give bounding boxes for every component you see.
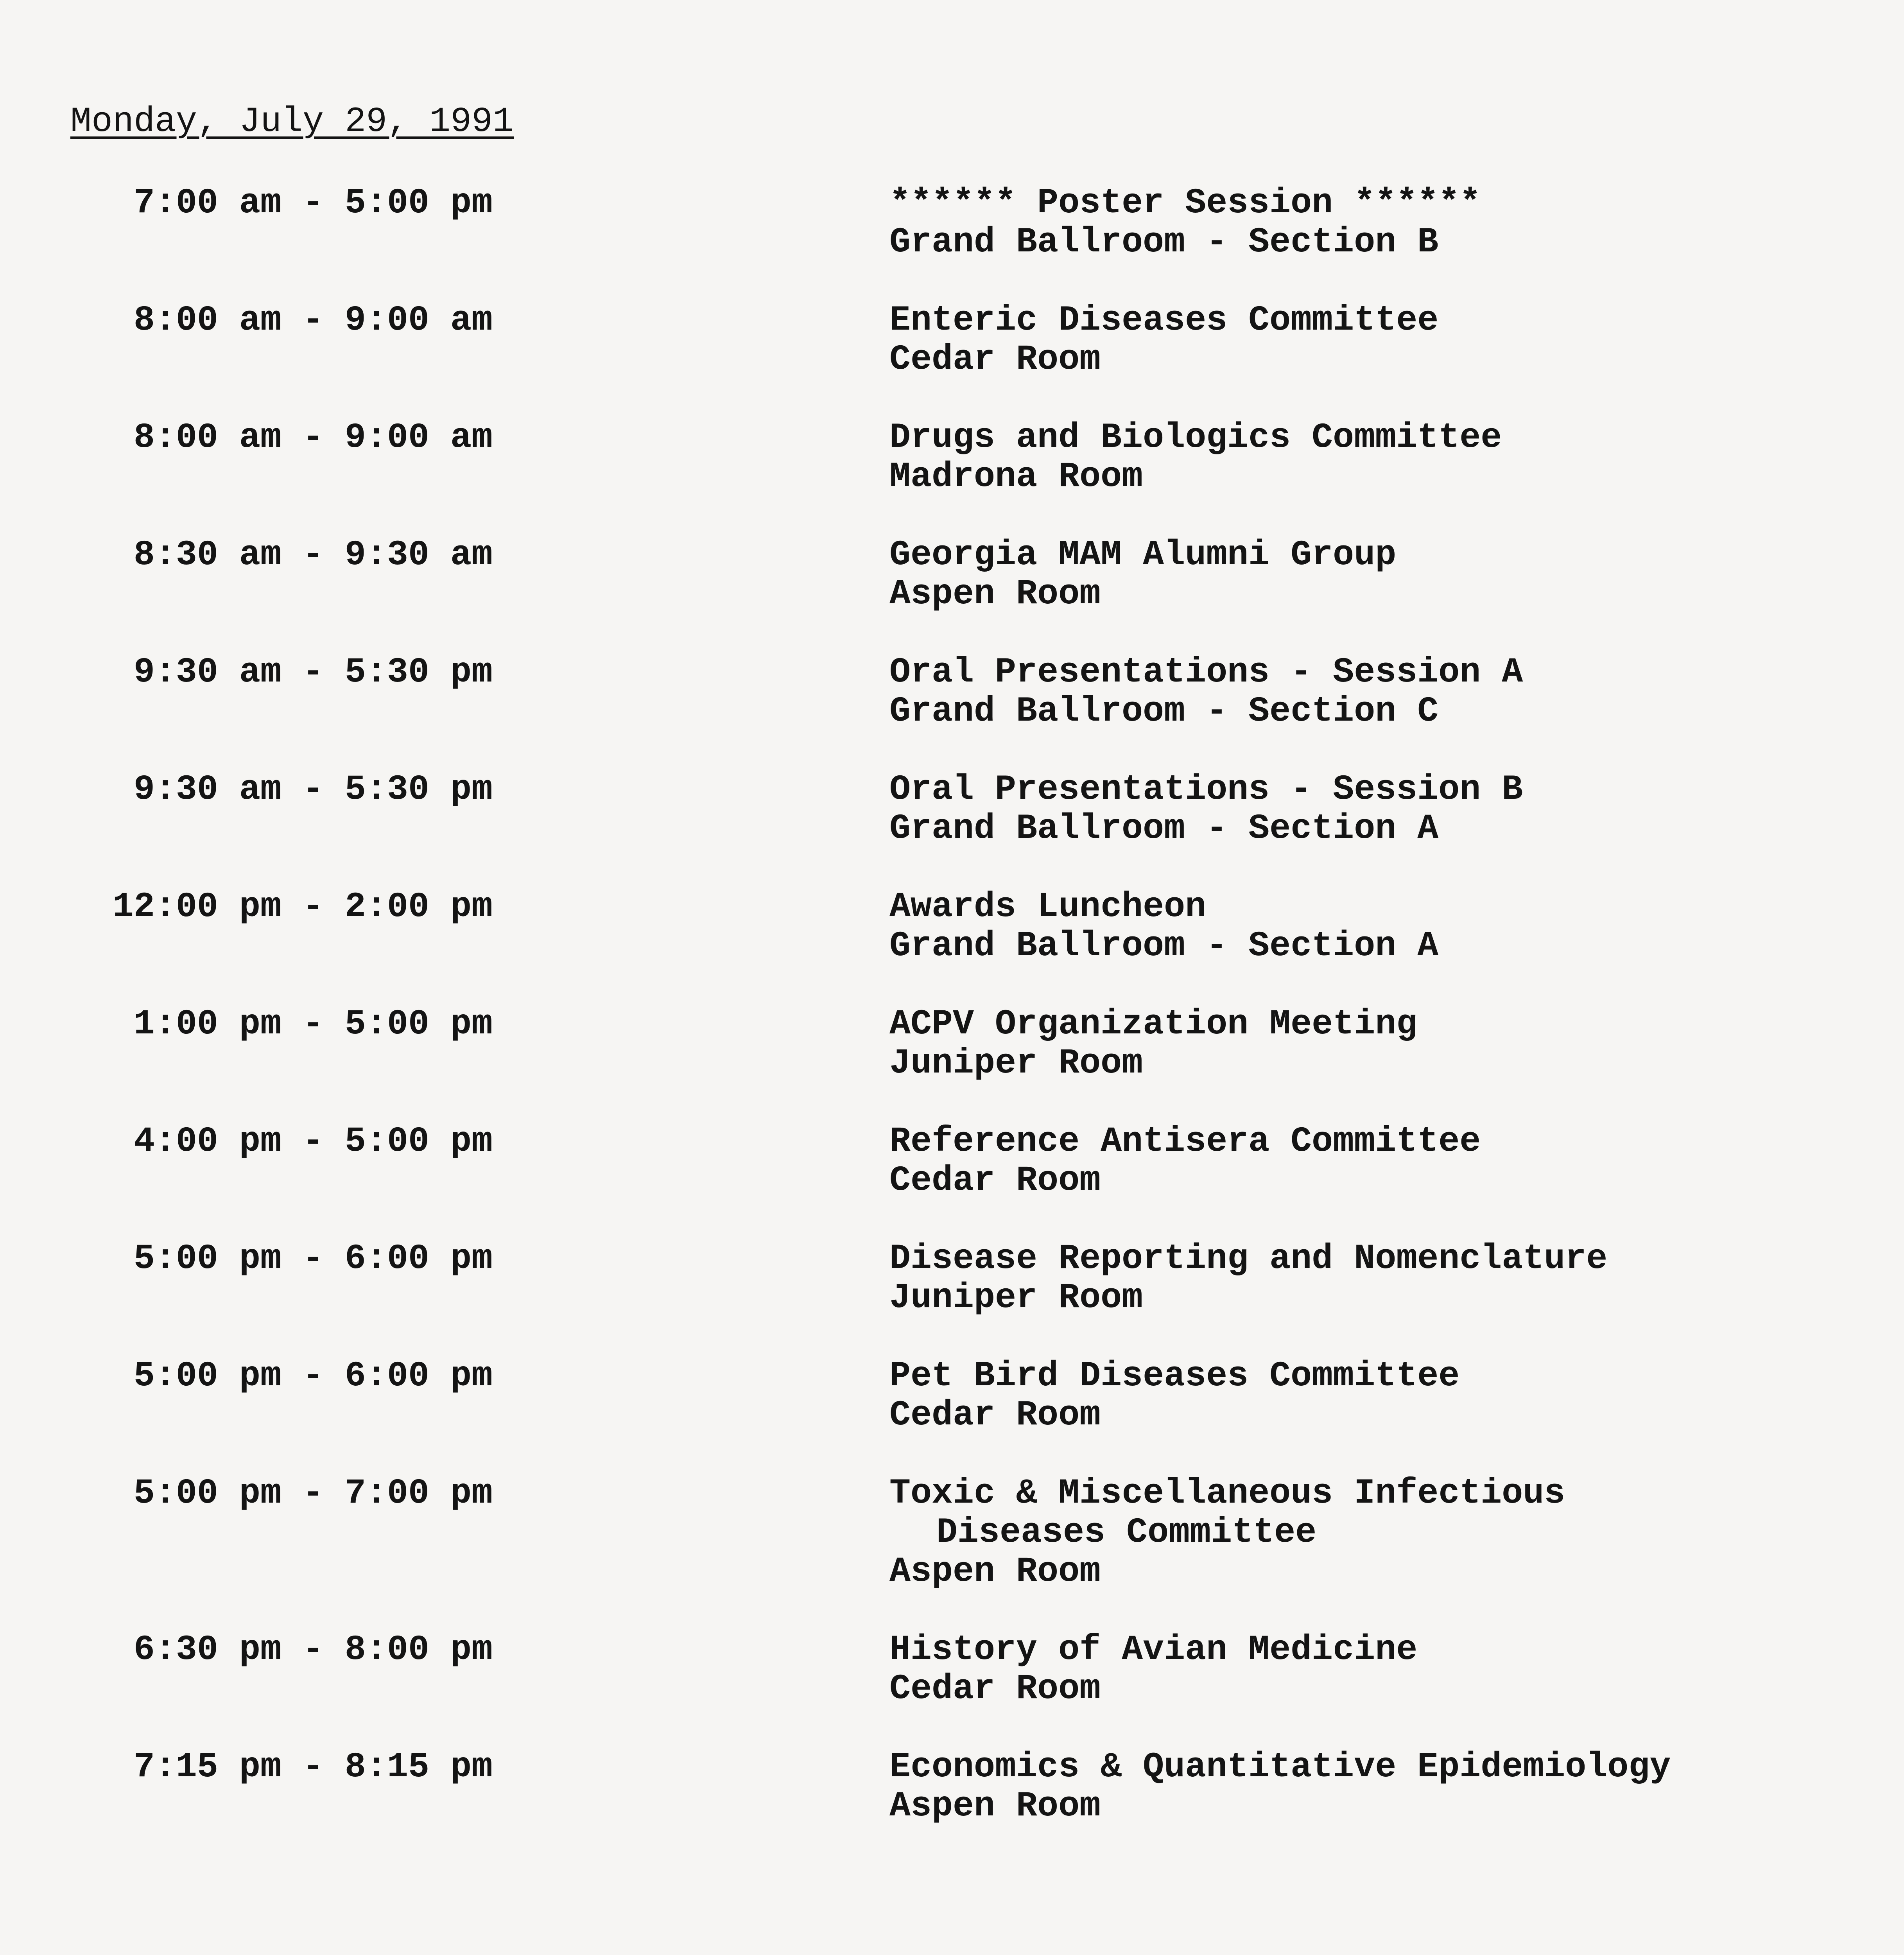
event-detail: Juniper Room [889, 1044, 1143, 1083]
event-detail: Cedar Room [889, 1161, 1101, 1201]
page-heading-date: Monday, July 29, 1991 [70, 102, 514, 142]
event-title: Pet Bird Diseases Committee [889, 1356, 1460, 1396]
event-detail: Juniper Room [889, 1278, 1143, 1318]
event-title: ACPV Organization Meeting [889, 1004, 1418, 1044]
event-detail: Grand Ballroom - Section B [889, 222, 1439, 262]
entry-time: 9:30 am - 5:30 pm [133, 770, 493, 810]
entry-event [889, 1630, 1886, 1709]
entry-event [889, 1239, 1886, 1318]
event-detail: Cedar Room [889, 1669, 1101, 1709]
event-detail: Cedar Room [889, 1395, 1101, 1435]
event-detail: Grand Ballroom - Section A [889, 926, 1439, 966]
event-title: Drugs and Biologics Committee [889, 418, 1502, 458]
entry-time: 8:00 am - 9:00 am [133, 418, 493, 458]
event-detail: Madrona Room [889, 457, 1143, 497]
entry-event [889, 418, 1886, 497]
event-detail: Cedar Room [889, 340, 1101, 380]
entry-event [889, 653, 1886, 731]
entry-time: 6:30 pm - 8:00 pm [133, 1630, 493, 1670]
entry-time: 7:15 pm - 8:15 pm [133, 1747, 493, 1787]
entry-event [889, 184, 1886, 262]
entry-time: 5:00 pm - 7:00 pm [133, 1474, 493, 1514]
entry-event [889, 1005, 1886, 1083]
event-title: Oral Presentations - Session B [889, 770, 1523, 810]
event-title: Disease Reporting and Nomenclature [889, 1239, 1608, 1279]
event-title: History of Avian Medicine [889, 1630, 1418, 1670]
event-title: Georgia MAM Alumni Group [889, 535, 1397, 575]
entry-event [889, 770, 1886, 848]
event-title: Enteric Diseases Committee [889, 301, 1439, 341]
event-title: Toxic & Miscellaneous Infectious [889, 1474, 1565, 1514]
event-title: ****** Poster Session ****** [889, 183, 1481, 223]
event-detail: Aspen Room [889, 574, 1101, 614]
entry-time: 5:00 pm - 6:00 pm [133, 1356, 493, 1396]
entry-event [889, 1474, 1886, 1591]
entry-time: 5:00 pm - 6:00 pm [133, 1239, 493, 1279]
event-title: Oral Presentations - Session A [889, 653, 1523, 692]
entry-time: 8:30 am - 9:30 am [133, 535, 493, 575]
entry-time: 1:00 pm - 5:00 pm [133, 1004, 493, 1044]
event-detail: Grand Ballroom - Section C [889, 692, 1439, 732]
entry-event [889, 1122, 1886, 1200]
event-title: Reference Antisera Committee [889, 1122, 1481, 1162]
event-detail: Grand Ballroom - Section A [889, 809, 1439, 849]
event-detail: Diseases Committee [936, 1513, 1317, 1553]
entry-time: 8:00 am - 9:00 am [133, 301, 493, 341]
event-title: Awards Luncheon [889, 887, 1207, 927]
event-detail: Aspen Room [889, 1552, 1101, 1592]
entry-time: 9:30 am - 5:30 pm [133, 653, 493, 692]
entry-event [889, 1748, 1886, 1826]
entry-time: 12:00 pm - 2:00 pm [112, 887, 493, 927]
entry-event [889, 301, 1886, 379]
entry-time: 4:00 pm - 5:00 pm [133, 1122, 493, 1162]
entry-time: 7:00 am - 5:00 pm [133, 183, 493, 223]
event-detail: Aspen Room [889, 1786, 1101, 1826]
event-title: Economics & Quantitative Epidemiology [889, 1747, 1671, 1787]
entry-event [889, 888, 1886, 966]
entry-event [889, 536, 1886, 614]
entry-event [889, 1357, 1886, 1435]
